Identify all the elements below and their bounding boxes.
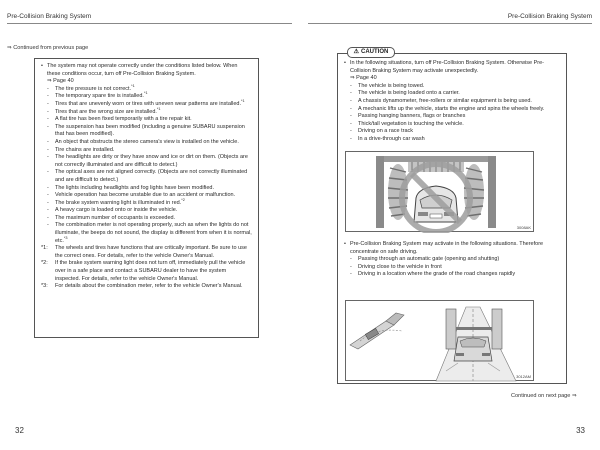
conditions-intro: • The system may not operate correctly under the conditions listed below. When these conditions occur, turn off Pre-Collision Braking System. bbox=[41, 63, 252, 78]
right-header-rule bbox=[308, 23, 592, 24]
condition-text: The maximum number of occupants is exceeded. bbox=[55, 214, 176, 221]
condition-text: Tires that are the wrong size are installed. bbox=[55, 108, 157, 115]
left-header-rule bbox=[7, 23, 292, 24]
footnote-marker: *3 bbox=[63, 235, 68, 240]
gate-road-drawing bbox=[346, 301, 535, 382]
activate-item: - Passing through an automatic gate (opening and shutting) bbox=[344, 256, 560, 264]
condition-text: The suspension has been modified (including a genuine SUBARU suspension that has been modified). bbox=[55, 123, 245, 138]
gate-bar bbox=[456, 327, 492, 330]
toll-gate-scene bbox=[436, 307, 516, 381]
condition-text: The lights including headlights and fog lights have been modified. bbox=[55, 184, 214, 191]
caution-intro: • In the following situations, turn off Pre-Collision Braking System. Otherwise Pre-Collision Braking System may activate unexpectedly. bbox=[344, 60, 560, 75]
activate-content bbox=[344, 241, 560, 279]
car-wash-right-pillar bbox=[488, 156, 496, 228]
condition-item bbox=[41, 106, 252, 117]
continued-from-previous-label: ⇒ Continued from previous page bbox=[7, 45, 89, 51]
caution-label bbox=[347, 47, 395, 58]
caution-page-ref: ⇒ Page 40 bbox=[350, 75, 377, 82]
condition-text: The optical axes are not aligned correctly. (Objects are not correctly illuminated and are difficult to detect.) bbox=[55, 169, 248, 183]
condition-text: Vehicle operation has become unstable due to an accident or malfunction. bbox=[55, 192, 236, 199]
activate-item: - Driving in a location where the grade of the road changes rapidly bbox=[344, 271, 560, 279]
caution-item: - A chassis dynamometer, free-rollers or similar equipment is being used. bbox=[344, 98, 560, 106]
car-wash-illustration bbox=[345, 151, 534, 232]
caution-item: - A mechanic lifts up the vehicle, starts the engine and spins the wheels freely. bbox=[344, 106, 560, 114]
activate-list bbox=[344, 256, 560, 279]
condition-item bbox=[41, 154, 252, 169]
footnote-text: If the brake system warning light does not turn off, immediately pull the vehicle over in a safe place and contact a SUBARU dealer to have the system inspected. For details, refer to the vehicle Owner's Manual. bbox=[55, 260, 246, 282]
footnote-marker: *1 bbox=[240, 98, 245, 103]
condition-item bbox=[41, 147, 252, 155]
conditions-list bbox=[41, 83, 252, 245]
page-number-right: 33 bbox=[576, 426, 585, 435]
condition-item bbox=[41, 185, 252, 193]
automatic-gate-illustration bbox=[345, 300, 534, 381]
footnotes-list bbox=[41, 245, 252, 291]
condition-item bbox=[41, 169, 252, 184]
caution-item: - The vehicle is being loaded onto a carrier. bbox=[344, 90, 560, 98]
condition-text: The brake system warning light is illuminated in red. bbox=[55, 199, 182, 206]
activate-item: - Driving close to the vehicle in front bbox=[344, 264, 560, 272]
footnote-key: *1: bbox=[41, 245, 48, 252]
footnote-marker: *1 bbox=[156, 106, 161, 111]
footnote-marker: *1 bbox=[143, 91, 148, 96]
figure2-code: 3012AM bbox=[516, 374, 531, 379]
footnote-text: For details about the combination meter, refer to the vehicle Owner's Manual. bbox=[55, 283, 243, 290]
footnote-marker: *1 bbox=[131, 83, 135, 88]
footnote-key: *2: bbox=[41, 260, 48, 267]
conditions-content bbox=[41, 63, 252, 291]
caution-item: - Thick/tall vegetation is touching the vehicle. bbox=[344, 121, 560, 129]
condition-text: A flat tire has been fixed temporarily with a tire repair kit. bbox=[55, 116, 192, 123]
condition-text: The headlights are dirty or they have snow and ice or dirt on them. (Objects are not correctly illuminated and are difficult to detect.) bbox=[55, 154, 248, 168]
caution-label-text: CAUTION bbox=[361, 49, 389, 55]
activate-intro: • Pre-Collision Braking System may activate in the following situations. Therefore concentrate on safe driving. bbox=[344, 241, 560, 256]
condition-text: Tire chains are installed. bbox=[55, 146, 115, 153]
continued-on-next-label: Continued on next page ⇒ bbox=[511, 393, 577, 399]
footnote-marker: *2 bbox=[181, 197, 185, 202]
condition-item bbox=[41, 215, 252, 223]
condition-item bbox=[41, 139, 252, 147]
footnote bbox=[41, 245, 252, 260]
conditions-page-ref: ⇒ Page 40 bbox=[47, 78, 74, 85]
footnote-text: The wheels and tires have functions that are critically important. Be sure to use the correct ones. For details, refer to the vehicle Owner's Manual. bbox=[55, 245, 247, 259]
condition-item bbox=[41, 222, 252, 245]
caution-item: - Passing hanging banners, flags or branches bbox=[344, 113, 560, 121]
caution-content bbox=[344, 60, 560, 144]
condition-text: The combination meter is not operating properly, such as when the lights do not illuminate, the beeps do not sound, the display is different from when it is normal, etc. bbox=[55, 222, 252, 244]
condition-item bbox=[41, 207, 252, 215]
caution-item: - Driving on a race track bbox=[344, 128, 560, 136]
right-running-header: Pre-Collision Braking System bbox=[507, 13, 592, 20]
car-wash-drawing bbox=[346, 152, 535, 233]
condition-item bbox=[41, 197, 252, 208]
caution-list bbox=[344, 83, 560, 144]
condition-text: An object that obstructs the stereo camera's view is installed on the vehicle. bbox=[55, 138, 239, 145]
figure1-code: 3008AK bbox=[516, 225, 531, 230]
condition-item bbox=[41, 124, 252, 139]
condition-text: Tires that are unevenly worn or tires with uneven wear patterns are installed. bbox=[55, 100, 241, 107]
left-running-header: Pre-Collision Braking System bbox=[7, 13, 92, 20]
condition-item bbox=[41, 93, 252, 101]
page-number-left: 32 bbox=[15, 426, 24, 435]
caution-item: - In a drive-through car wash bbox=[344, 136, 560, 144]
condition-text: The temporary spare tire is installed. bbox=[55, 93, 144, 100]
condition-item bbox=[41, 116, 252, 124]
condition-text: The tire pressure is not correct. bbox=[55, 85, 132, 92]
footnote-key: *3: bbox=[41, 283, 48, 290]
condition-item bbox=[41, 98, 252, 109]
condition-text: A heavy cargo is loaded onto or inside the vehicle. bbox=[55, 207, 178, 214]
car-wash-left-pillar bbox=[376, 156, 384, 228]
slope-road-scene bbox=[350, 313, 404, 349]
caution-item: - The vehicle is being towed. bbox=[344, 83, 560, 91]
footnote bbox=[41, 283, 252, 291]
conditions-box bbox=[34, 58, 259, 338]
condition-item bbox=[41, 192, 252, 200]
footnote bbox=[41, 260, 252, 283]
warning-triangle-icon: ⚠ bbox=[353, 49, 360, 55]
